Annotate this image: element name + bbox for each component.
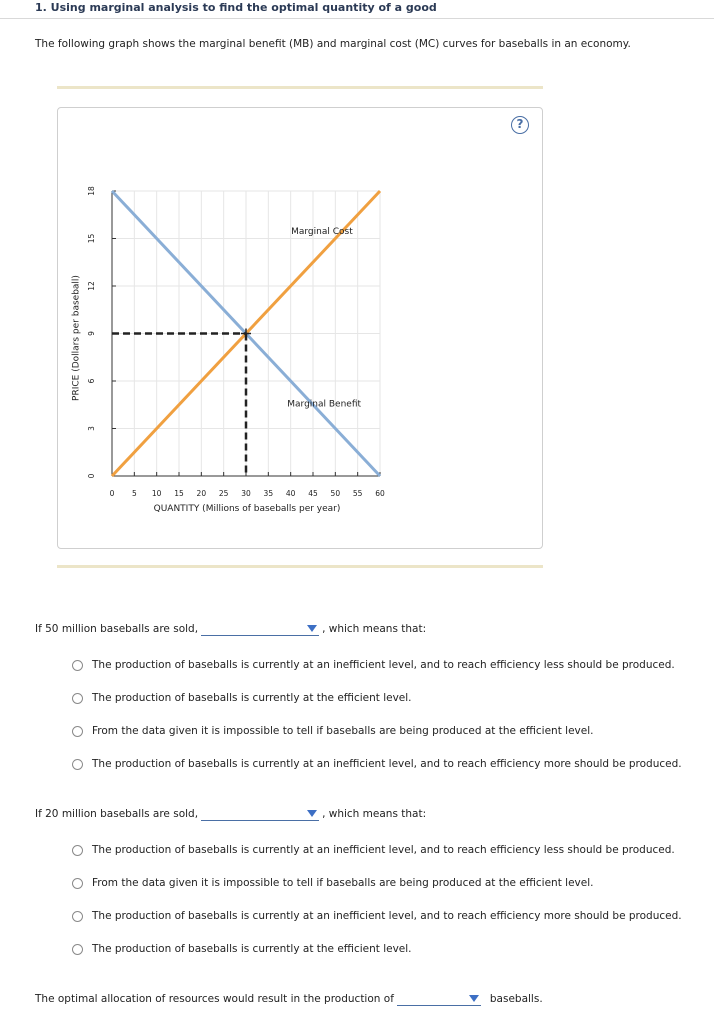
curve-label: Marginal Cost bbox=[291, 226, 353, 237]
x-axis-title: QUANTITY (Millions of baseballs per year) bbox=[153, 504, 341, 514]
radio-button[interactable] bbox=[72, 660, 83, 671]
y-tick-label: 3 bbox=[87, 426, 96, 431]
x-tick-label: 20 bbox=[196, 489, 207, 498]
x-tick-label: 30 bbox=[241, 489, 251, 498]
question-3-dropdown[interactable] bbox=[397, 991, 481, 1006]
question-1-row bbox=[35, 621, 426, 636]
chevron-down-icon bbox=[307, 810, 317, 817]
curve-label: Marginal Benefit bbox=[287, 399, 362, 410]
y-tick-label: 15 bbox=[87, 233, 96, 244]
radio-button[interactable] bbox=[72, 693, 83, 704]
option-label: From the data given it is impossible to tell if baseballs are being produced at the efficient level. bbox=[92, 725, 594, 737]
question-1-lead: If 50 million baseballs are sold, bbox=[35, 622, 199, 635]
chevron-down-icon bbox=[307, 625, 317, 632]
y-tick-label: 6 bbox=[87, 378, 96, 384]
question-title: 1. Using marginal analysis to find the optimal quantity of a good bbox=[35, 1, 437, 14]
x-tick-label: 60 bbox=[375, 489, 385, 498]
question-3-tail: baseballs. bbox=[489, 992, 543, 1005]
option-label: The production of baseballs is currently at the efficient level. bbox=[92, 692, 412, 704]
question-2-dropdown[interactable] bbox=[201, 806, 319, 821]
option-label: The production of baseballs is currently at an inefficient level, and to reach efficiency less should be produced. bbox=[92, 659, 675, 671]
y-tick-label: 0 bbox=[87, 473, 96, 479]
x-tick-label: 45 bbox=[308, 489, 318, 498]
bottom-divider bbox=[57, 565, 543, 568]
radio-button[interactable] bbox=[72, 845, 83, 856]
chevron-down-icon bbox=[469, 995, 479, 1002]
radio-button[interactable] bbox=[72, 726, 83, 737]
x-tick-label: 10 bbox=[151, 489, 162, 498]
radio-button[interactable] bbox=[72, 911, 83, 922]
radio-button[interactable] bbox=[72, 878, 83, 889]
x-tick-label: 55 bbox=[352, 489, 363, 498]
y-tick-label: 9 bbox=[87, 331, 96, 336]
option-label: The production of baseballs is currently at the efficient level. bbox=[92, 943, 412, 955]
option-label: The production of baseballs is currently at an inefficient level, and to reach efficiency more should be produced. bbox=[92, 910, 682, 922]
x-tick-label: 15 bbox=[174, 489, 184, 498]
x-tick-label: 50 bbox=[330, 489, 341, 498]
help-icon[interactable]: ? bbox=[511, 116, 529, 134]
y-tick-label: 12 bbox=[87, 281, 96, 291]
x-tick-label: 40 bbox=[285, 489, 296, 498]
x-tick-label: 35 bbox=[263, 489, 274, 498]
x-tick-label: 0 bbox=[109, 489, 115, 498]
question-1-dropdown[interactable] bbox=[201, 621, 319, 636]
question-1-tail: , which means that: bbox=[322, 622, 427, 635]
question-3-row bbox=[35, 991, 543, 1006]
option-label: The production of baseballs is currently at an inefficient level, and to reach efficiency less should be produced. bbox=[92, 844, 675, 856]
intro-text: The following graph shows the marginal benefit (MB) and marginal cost (MC) curves for baseballs in an economy. bbox=[35, 38, 631, 50]
radio-button[interactable] bbox=[72, 759, 83, 770]
y-tick-label: 18 bbox=[87, 186, 96, 196]
x-tick-label: 5 bbox=[131, 489, 137, 498]
y-axis-title: PRICE (Dollars per baseball) bbox=[71, 275, 82, 401]
x-tick-label: 25 bbox=[218, 489, 229, 498]
option-label: From the data given it is impossible to tell if baseballs are being produced at the efficient level. bbox=[92, 877, 594, 889]
radio-button[interactable] bbox=[72, 944, 83, 955]
question-2-tail: , which means that: bbox=[322, 807, 427, 820]
question-3-lead: The optimal allocation of resources would result in the production of bbox=[35, 992, 394, 1005]
question-2-lead: If 20 million baseballs are sold, bbox=[35, 807, 199, 820]
option-label: The production of baseballs is currently at an inefficient level, and to reach efficiency more should be produced. bbox=[92, 758, 682, 770]
question-2-row bbox=[35, 806, 426, 821]
